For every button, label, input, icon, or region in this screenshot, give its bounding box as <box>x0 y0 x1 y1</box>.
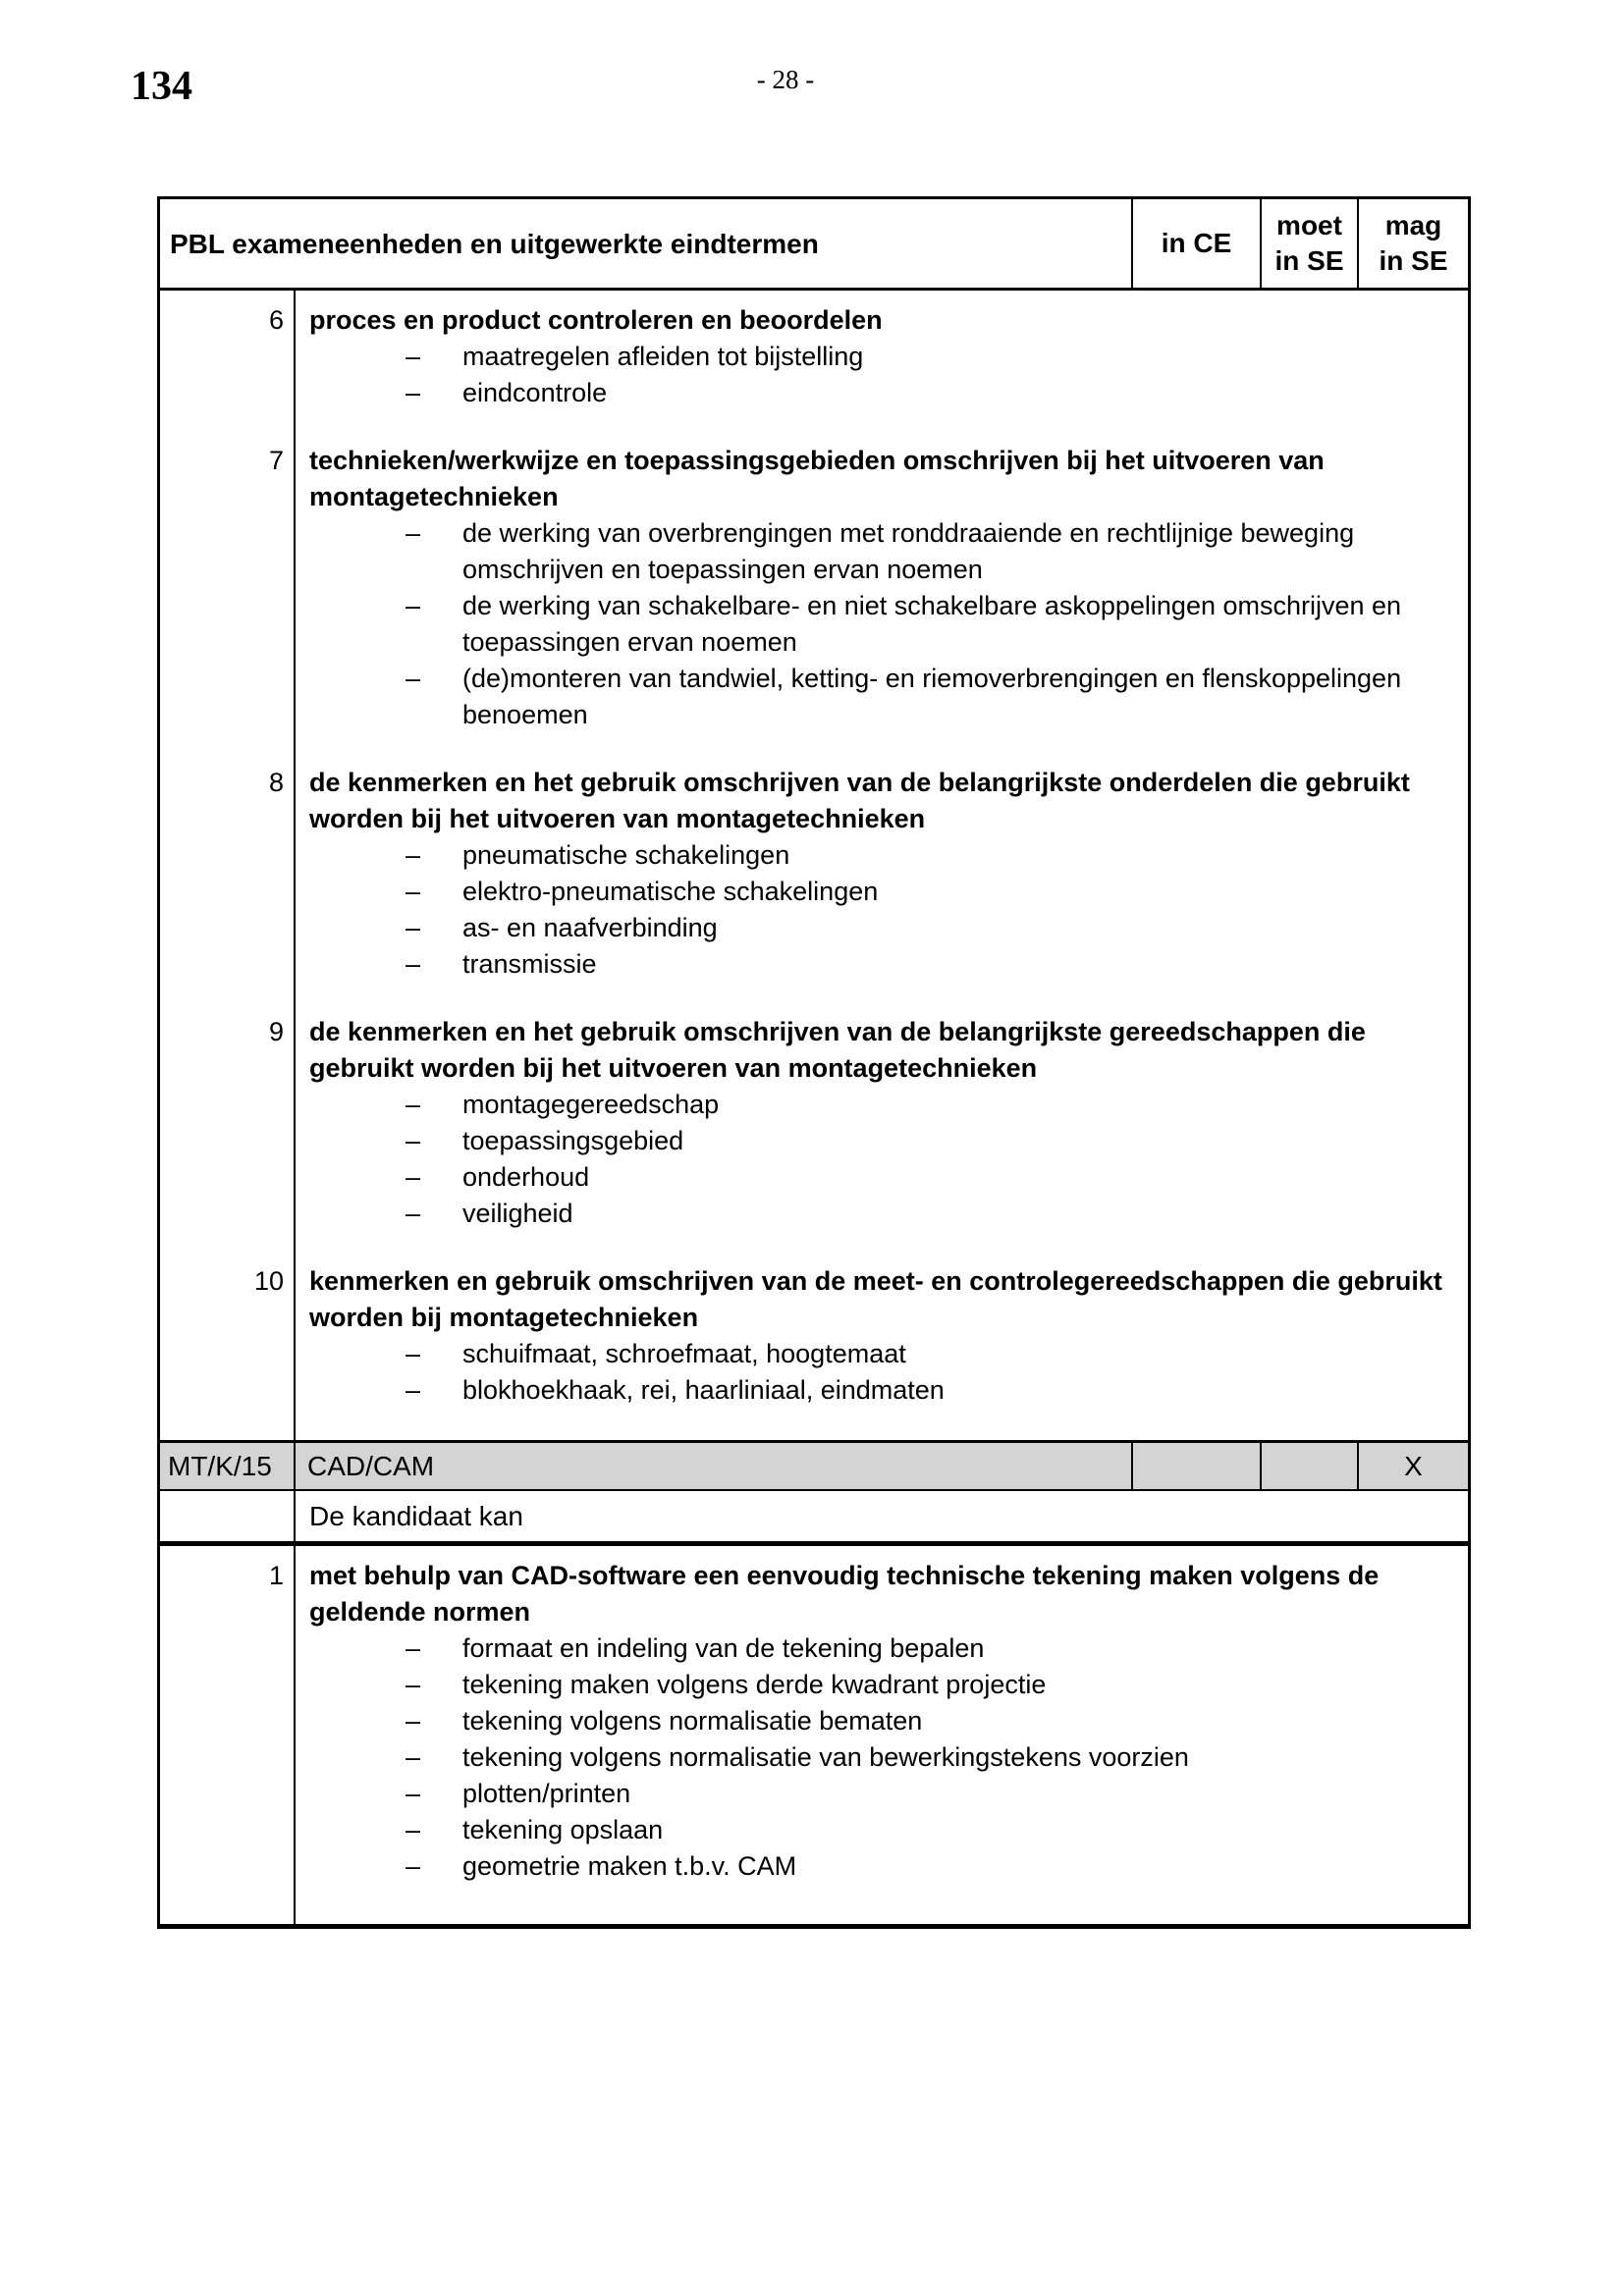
bullet-text: tekening volgens normalisatie bematen <box>462 1706 923 1735</box>
bullet-text: plotten/printen <box>462 1779 631 1808</box>
dash-icon: – <box>406 1090 421 1119</box>
bullet-text: transmissie <box>462 949 597 979</box>
bullet-text: de werking van overbrengingen met ronddraaiende en rechtlijnige beweging omschrijven en toepassingen ervan noemen <box>462 518 1355 584</box>
bullet-item <box>406 1848 1444 1885</box>
dash-icon: – <box>406 913 421 942</box>
bullet-text: formaat en indeling van de tekening bepalen <box>462 1633 985 1663</box>
bullet-item <box>406 946 1444 983</box>
bullet-text: elektro-pneumatische schakelingen <box>462 877 879 906</box>
dash-icon: – <box>406 1706 421 1735</box>
item-number: 7 <box>268 446 284 475</box>
bullet-text: pneumatische schakelingen <box>462 840 790 870</box>
column-header-mag-in-se <box>1357 199 1468 288</box>
table-header-title: PBL exameneenheden en uitgewerkte eindtermen <box>170 228 819 259</box>
dash-icon: – <box>406 1851 421 1881</box>
page-header-number: - 28 - <box>756 65 815 94</box>
item-content <box>294 1014 1468 1263</box>
section-title: CAD/CAM <box>294 1443 1131 1489</box>
bullet-text: blokhoekhaak, rei, haarliniaal, eindmaten <box>462 1375 945 1405</box>
bullet-item <box>406 874 1444 910</box>
item-number: 6 <box>268 305 284 335</box>
dash-icon: – <box>406 1375 421 1405</box>
moet-line2: in SE <box>1274 245 1344 276</box>
moet-line1: moet <box>1276 210 1342 240</box>
item-content <box>294 1546 1468 1924</box>
bullet-item <box>406 1667 1444 1703</box>
bullet-item <box>406 1703 1444 1739</box>
bullet-item <box>406 1336 1444 1372</box>
bullet-text: tekening opslaan <box>462 1815 664 1844</box>
exam-table <box>157 196 1471 1929</box>
dash-icon: – <box>406 1633 421 1663</box>
bullet-item <box>406 515 1444 588</box>
bullet-item <box>406 837 1444 874</box>
dash-icon: – <box>406 1670 421 1699</box>
page-number: 134 <box>131 64 192 109</box>
bullet-item <box>406 1372 1444 1409</box>
column-header-in-ce <box>1131 199 1260 288</box>
bullet-text: geometrie maken t.b.v. CAM <box>462 1851 797 1881</box>
bullet-text: as- en naafverbinding <box>462 913 718 942</box>
dash-icon: – <box>406 1779 421 1808</box>
bullet-text: (de)monteren van tandwiel, ketting- en riemoverbrengingen en flenskoppelingen benoemen <box>462 664 1402 729</box>
dash-icon: – <box>406 518 421 548</box>
item-heading: de kenmerken en het gebruik omschrijven van de belangrijkste gereedschappen die gebruikt worden bij het uitvoeren van montagetechnieken <box>309 1017 1366 1083</box>
item-heading: technieken/werkwijze en toepassingsgebieden omschrijven bij het uitvoeren van montagetechnieken <box>309 446 1325 511</box>
dash-icon: – <box>406 1339 421 1368</box>
bullet-item <box>406 1087 1444 1123</box>
dash-icon: – <box>406 1815 421 1844</box>
table-header-row <box>160 199 1468 291</box>
item-heading: proces en product controleren en beoordelen <box>309 305 883 335</box>
section-in-ce-cell <box>1131 1443 1260 1489</box>
intro-number-cell <box>160 1491 294 1541</box>
bullet-item <box>406 1630 1444 1667</box>
bullet-text: tekening maken volgens derde kwadrant projectie <box>462 1670 1047 1699</box>
intro-row <box>160 1491 1468 1546</box>
eindterm-item-6 <box>160 291 1468 443</box>
item-number: 10 <box>253 1266 284 1296</box>
section-moet-in-se-cell <box>1260 1443 1357 1489</box>
eindterm-item-9 <box>160 1014 1468 1263</box>
dash-icon: – <box>406 342 421 371</box>
item-number: 1 <box>268 1561 284 1590</box>
eindterm-item-7 <box>160 443 1468 765</box>
bullet-item <box>406 375 1444 411</box>
bullet-text: toepassingsgebied <box>462 1126 684 1155</box>
dash-icon: – <box>406 591 421 620</box>
bullet-item <box>406 1739 1444 1776</box>
eindterm-subitem-1 <box>160 1546 1468 1924</box>
item-content <box>294 443 1468 765</box>
column-header-moet-in-se <box>1260 199 1357 288</box>
dash-icon: – <box>406 1742 421 1772</box>
bullet-text: montagegereedschap <box>462 1090 720 1119</box>
bullet-text: de werking van schakelbare- en niet schakelbare askoppelingen omschrijven en toepassingen ervan noemen <box>462 591 1402 657</box>
section-mag-in-se-cell: X <box>1357 1443 1468 1489</box>
bullet-text: veiligheid <box>462 1199 573 1228</box>
dash-icon: – <box>406 877 421 906</box>
mag-line2: in SE <box>1379 245 1448 276</box>
eindterm-item-10 <box>160 1263 1468 1440</box>
bullet-item <box>406 1159 1444 1196</box>
bullet-item <box>406 1123 1444 1159</box>
bullet-item <box>406 661 1444 733</box>
dash-icon: – <box>406 840 421 870</box>
eindterm-item-8 <box>160 765 1468 1014</box>
bullet-text: tekening volgens normalisatie van bewerkingstekens voorzien <box>462 1742 1189 1772</box>
item-heading: kenmerken en gebruik omschrijven van de meet- en controlegereedschappen die gebruikt worden bij montagetechnieken <box>309 1266 1442 1332</box>
item-number: 8 <box>268 768 284 797</box>
dash-icon: – <box>406 949 421 979</box>
bullet-item <box>406 1812 1444 1848</box>
dash-icon: – <box>406 664 421 693</box>
bullet-text: schuifmaat, schroefmaat, hoogtemaat <box>462 1339 906 1368</box>
section-row-mt-k-15 <box>160 1440 1468 1491</box>
section-code: MT/K/15 <box>168 1451 272 1481</box>
bullet-text: maatregelen afleiden tot bijstelling <box>462 342 864 371</box>
column-header-in-ce-label: in CE <box>1161 228 1232 258</box>
bullet-item <box>406 588 1444 661</box>
bullet-item <box>406 1776 1444 1812</box>
mag-line1: mag <box>1384 210 1442 240</box>
dash-icon: – <box>406 1126 421 1155</box>
dash-icon: – <box>406 1199 421 1228</box>
bullet-item <box>406 1196 1444 1232</box>
item-number: 9 <box>268 1017 284 1046</box>
bullet-item <box>406 339 1444 375</box>
bullet-text: eindcontrole <box>462 378 608 407</box>
dash-icon: – <box>406 1162 421 1192</box>
item-content <box>294 765 1468 1014</box>
bullet-item <box>406 910 1444 946</box>
bullet-text: onderhoud <box>462 1162 590 1192</box>
item-heading: de kenmerken en het gebruik omschrijven van de belangrijkste onderdelen die gebruikt worden bij het uitvoeren van montagetechnieken <box>309 768 1410 833</box>
dash-icon: – <box>406 378 421 407</box>
item-heading: met behulp van CAD-software een eenvoudig technische tekening maken volgens de geldende normen <box>309 1561 1380 1627</box>
intro-text: De kandidaat kan <box>294 1491 1468 1541</box>
item-content <box>294 1263 1468 1440</box>
item-content <box>294 291 1468 443</box>
